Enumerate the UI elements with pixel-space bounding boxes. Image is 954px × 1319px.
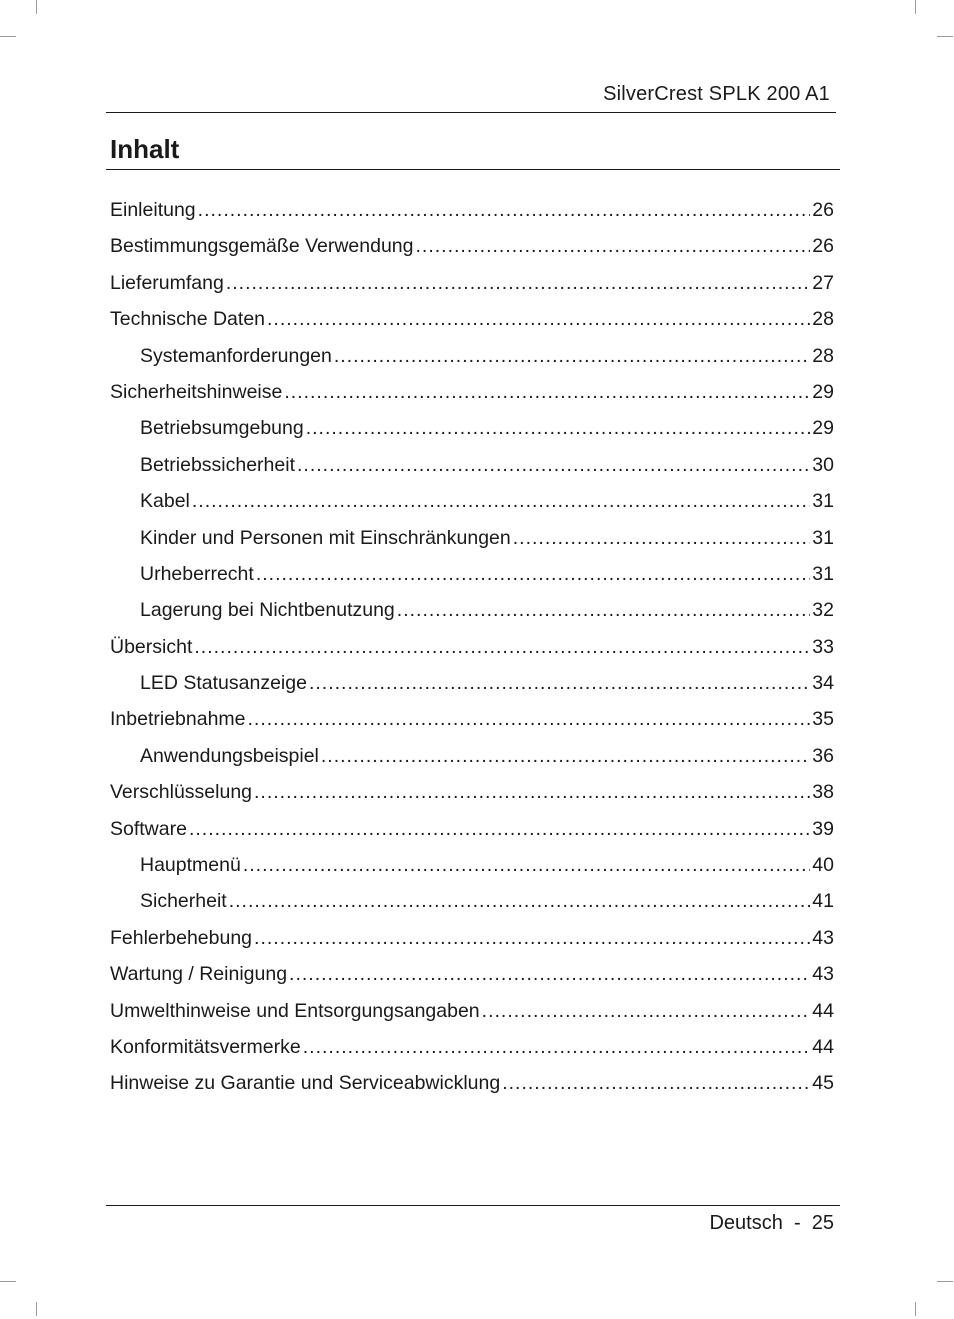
toc-entry-label: Übersicht	[110, 635, 193, 658]
toc-entry-page: 44	[812, 1035, 834, 1058]
toc-leader-dots	[334, 345, 810, 368]
toc-entry[interactable]	[110, 890, 834, 926]
toc-entry[interactable]	[110, 490, 834, 526]
toc-entry-label: Konformitätsvermerke	[110, 1035, 301, 1058]
toc-leader-dots	[513, 527, 811, 550]
toc-entry[interactable]	[110, 963, 834, 999]
toc-leader-dots	[309, 672, 810, 695]
toc-entry[interactable]	[110, 854, 834, 890]
crop-mark-top-right-v	[915, 0, 916, 14]
toc-leader-dots	[397, 599, 811, 622]
toc-entry[interactable]	[110, 345, 834, 381]
crop-mark-top-left-v	[36, 0, 37, 14]
toc-leader-dots	[321, 745, 810, 768]
toc-entry-page: 28	[812, 308, 834, 331]
toc-entry-page: 31	[812, 526, 834, 549]
crop-mark-top-right-h	[937, 36, 953, 37]
toc-entry[interactable]	[110, 1072, 834, 1108]
toc-entry[interactable]	[110, 927, 834, 963]
toc-entry-label: Umwelthinweise und Entsorgungsangaben	[110, 999, 480, 1022]
toc-entry[interactable]	[110, 308, 834, 344]
toc-leader-dots	[229, 890, 811, 913]
toc-entry-page: 41	[812, 890, 834, 913]
toc-entry-page: 35	[812, 708, 834, 731]
toc-entry[interactable]	[110, 636, 834, 672]
toc-entry-label: LED Statusanzeige	[140, 672, 307, 695]
header-rule	[106, 112, 836, 113]
toc-entry-label: Einleitung	[110, 199, 196, 221]
toc-leader-dots	[194, 636, 810, 659]
toc-entry-label: Kabel	[140, 490, 190, 513]
toc-leader-dots	[256, 563, 810, 586]
toc-leader-dots	[284, 381, 810, 404]
toc-entry[interactable]	[110, 527, 834, 563]
toc-leader-dots	[416, 235, 811, 258]
toc-entry[interactable]	[110, 745, 834, 781]
toc-entry-page: 43	[812, 926, 834, 949]
toc-entry-label: Sicherheit	[140, 890, 227, 913]
toc-entry-page: 45	[812, 1072, 834, 1095]
toc-entry[interactable]	[110, 381, 834, 417]
toc-entry-label: Betriebsumgebung	[140, 417, 304, 440]
toc-entry[interactable]	[110, 417, 834, 453]
toc-entry-page: 44	[812, 999, 834, 1022]
toc-entry-page: 31	[812, 562, 834, 585]
toc-leader-dots	[248, 708, 811, 731]
toc-entry-page: 28	[812, 344, 834, 367]
toc-entry-page: 43	[812, 963, 834, 986]
toc-leader-dots	[502, 1072, 810, 1095]
toc-leader-dots	[243, 854, 810, 877]
toc-entry-label: Kinder und Personen mit Einschränkungen	[140, 526, 511, 549]
toc-leader-dots	[297, 454, 810, 477]
toc-entry-label: Technische Daten	[110, 308, 266, 331]
table-of-contents	[110, 199, 834, 1109]
toc-entry-label: Betriebssicherheit	[140, 453, 295, 476]
footer-rule	[106, 1205, 840, 1206]
toc-entry-page: 26	[812, 199, 834, 221]
toc-entry-label: Lagerung bei Nichtbenutzung	[140, 599, 395, 622]
toc-entry-page: 39	[812, 817, 834, 840]
crop-mark-bottom-left-v	[36, 1302, 37, 1316]
footer-page-label: Deutsch - 25	[709, 1212, 834, 1234]
toc-entry-label: Lieferumfang	[110, 271, 224, 294]
toc-entry[interactable]	[110, 599, 834, 635]
toc-entry-label: Anwendungsbeispiel	[140, 744, 319, 767]
toc-leader-dots	[192, 490, 810, 513]
crop-mark-top-left-h	[0, 36, 16, 37]
toc-leader-dots	[226, 272, 810, 295]
toc-entry[interactable]	[110, 818, 834, 854]
toc-entry[interactable]	[110, 708, 834, 744]
toc-leader-dots	[267, 308, 810, 331]
toc-entry-label: Hauptmenü	[140, 854, 241, 877]
toc-entry[interactable]	[110, 199, 834, 235]
title-rule	[106, 169, 840, 170]
toc-entry-page: 29	[812, 417, 834, 440]
toc-entry-label: Urheberrecht	[140, 562, 254, 585]
toc-entry-label: Inbetriebnahme	[110, 708, 246, 731]
toc-leader-dots	[482, 1000, 811, 1023]
toc-entry-page: 27	[812, 271, 834, 294]
toc-entry[interactable]	[110, 1000, 834, 1036]
toc-entry[interactable]	[110, 563, 834, 599]
toc-leader-dots	[198, 199, 811, 222]
toc-leader-dots	[254, 927, 810, 950]
toc-entry[interactable]	[110, 272, 834, 308]
toc-leader-dots	[254, 781, 810, 804]
page-title: Inhalt	[110, 134, 180, 164]
toc-entry-page: 26	[812, 235, 834, 258]
toc-entry-page: 29	[812, 380, 834, 403]
toc-entry[interactable]	[110, 454, 834, 490]
toc-entry-page: 31	[812, 490, 834, 513]
toc-entry-label: Sicherheitshinweise	[110, 380, 283, 403]
toc-entry-label: Fehlerbehebung	[110, 926, 253, 949]
toc-entry[interactable]	[110, 1036, 834, 1072]
crop-mark-bottom-right-h	[937, 1281, 953, 1282]
toc-entry-label: Verschlüsselung	[110, 781, 253, 804]
toc-leader-dots	[289, 963, 810, 986]
crop-mark-bottom-left-h	[0, 1281, 16, 1282]
crop-mark-bottom-right-v	[915, 1302, 916, 1316]
header-product-title: SilverCrest SPLK 200 A1	[603, 83, 830, 105]
toc-entry-page: 32	[812, 599, 834, 622]
toc-entry-page: 33	[812, 635, 834, 658]
toc-entry-page: 30	[812, 453, 834, 476]
toc-leader-dots	[189, 818, 810, 841]
toc-entry-page: 34	[812, 672, 834, 695]
toc-entry-page: 36	[812, 744, 834, 767]
toc-leader-dots	[303, 1036, 811, 1059]
toc-entry[interactable]	[110, 235, 834, 271]
toc-entry-label: Software	[110, 817, 187, 840]
toc-entry[interactable]	[110, 781, 834, 817]
toc-entry-label: Systemanforderungen	[140, 344, 332, 367]
toc-entry-label: Wartung / Reinigung	[110, 963, 288, 986]
toc-leader-dots	[306, 417, 811, 440]
toc-entry-label: Hinweise zu Garantie und Serviceabwicklung	[110, 1072, 501, 1095]
toc-entry-label: Bestimmungsgemäße Verwendung	[110, 235, 414, 258]
toc-entry[interactable]	[110, 672, 834, 708]
toc-entry-page: 38	[812, 781, 834, 804]
toc-entry-page: 40	[812, 854, 834, 877]
